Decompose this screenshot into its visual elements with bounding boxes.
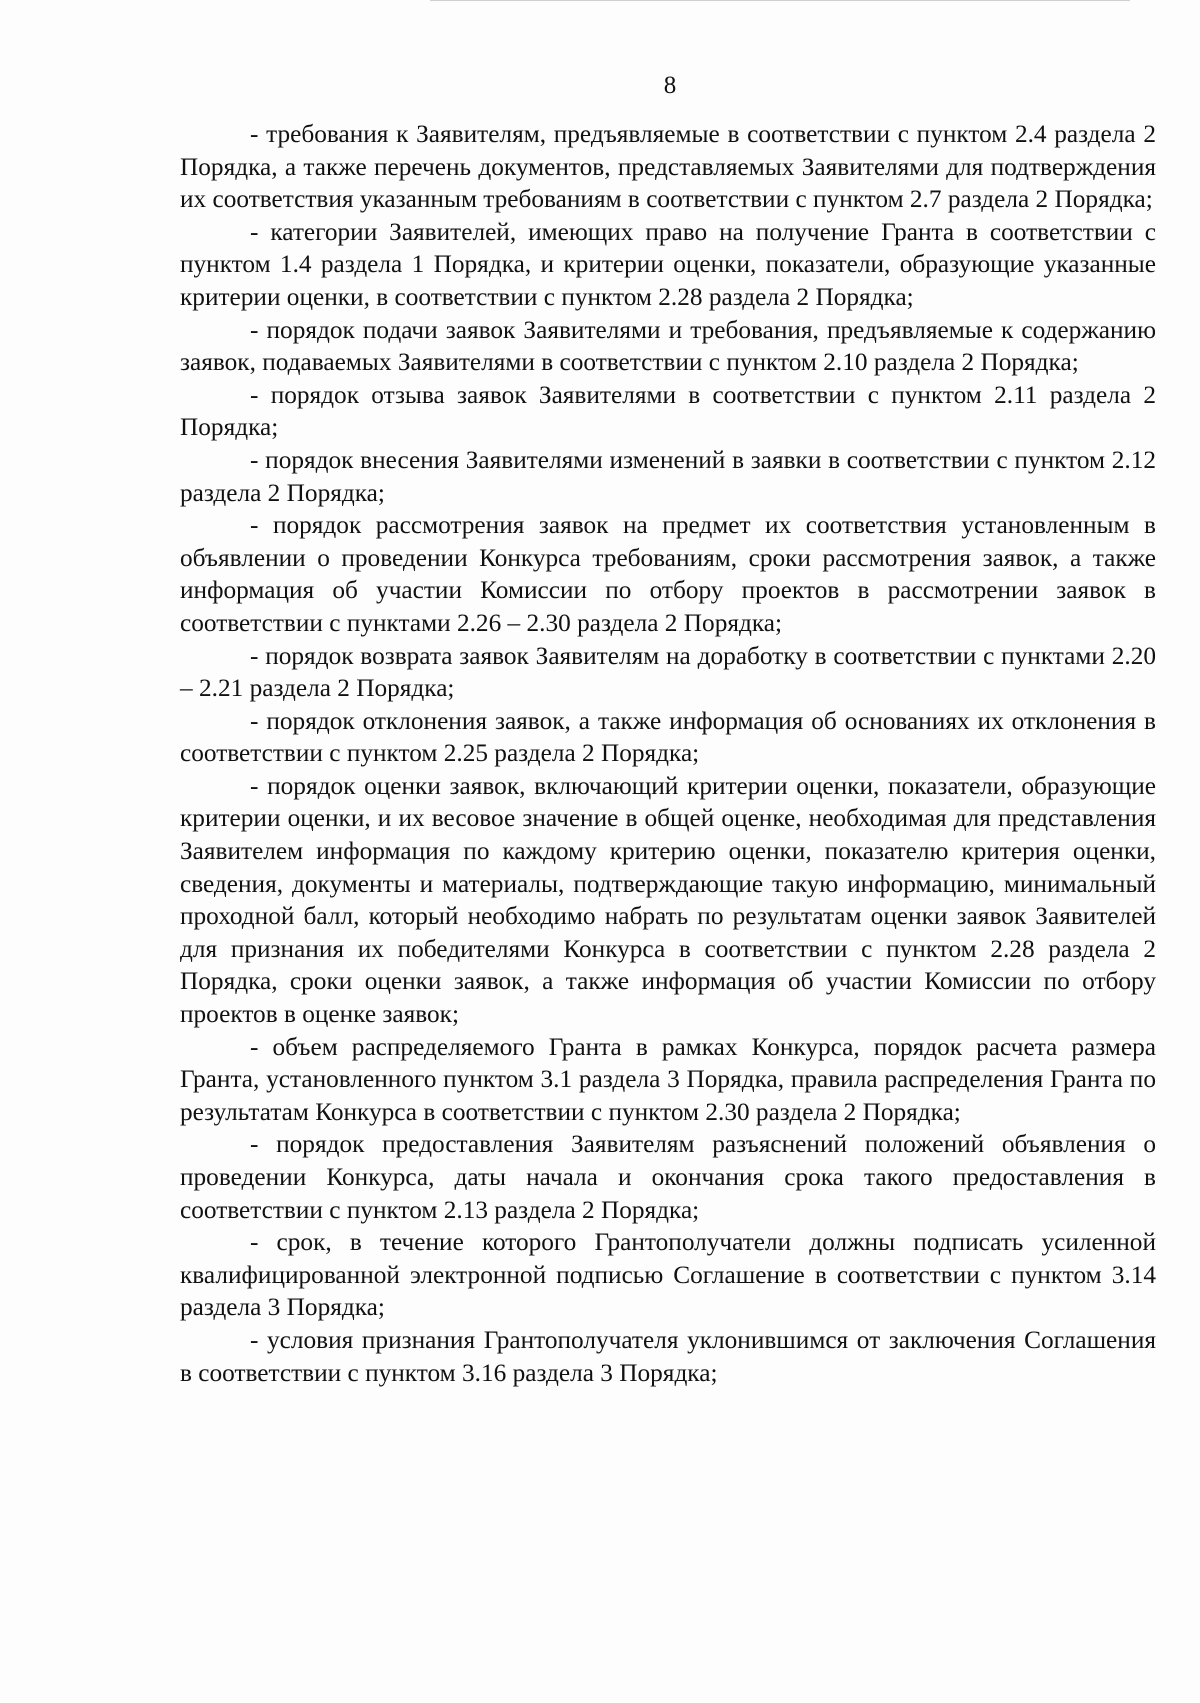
list-item-amendment-procedure: - порядок внесения Заявителями изменений в заявки в соответствии с пунктом 2.12 раздела 2 Порядка; — [180, 445, 1156, 507]
list-item-rejection-procedure: - порядок отклонения заявок, а также информация об основаниях их отклонения в соответствии с пунктом 2.25 раздела 2 Порядка; — [180, 706, 1156, 768]
document-body — [180, 118, 1156, 1389]
list-item-signing-deadline: - срок, в течение которого Грантополучатели должны подписать усиленной квалифицированной электронной подписью Соглашение в соответствии с пунктом 3.14 раздела 3 Порядка; — [180, 1228, 1156, 1322]
list-item-withdrawal-procedure: - порядок отзыва заявок Заявителями в соответствии с пунктом 2.11 раздела 2 Порядка; — [180, 380, 1156, 442]
list-item-grant-volume: - объем распределяемого Гранта в рамках Конкурса, порядок расчета размера Гранта, установленного пунктом 3.1 раздела 3 Порядка, правила распределения Гранта по результатам Конкурса в соответствии с пунктом 2.30 раздела 2 Порядка; — [180, 1032, 1156, 1126]
list-item-clarifications: - порядок предоставления Заявителям разъяснений положений объявления о проведении Конкурса, даты начала и окончания срока такого предоставления в соответствии с пунктом 2.13 раздела 2 Порядка; — [180, 1130, 1156, 1224]
page-number: 8 — [663, 72, 677, 99]
list-item-evaluation-procedure: - порядок оценки заявок, включающий критерии оценки, показатели, образующие критерии оценки, и их весовое значение в общей оценке, необходимая для представления Заявителем информация по каждому критерию оценки, показателю критерия оценки, сведения, документы и материалы, подтверждающие такую информацию, минимальный проходной балл, который необходимо набрать по результатам оценки заявок Заявителей для признания их победителями Конкурса в соответствии с пунктом 2.28 раздела 2 Порядка, сроки оценки заявок, а также информация об участии Комиссии по отбору проектов в оценке заявок; — [180, 771, 1156, 1029]
list-item-requirements: - требования к Заявителям, предъявляемые в соответствии с пунктом 2.4 раздела 2 Порядка, а также перечень документов, представляемых Заявителями для подтверждения их соответствия указанным требованиям в соответствии с пунктом 2.7 раздела 2 Порядка; — [180, 120, 1156, 214]
list-item-evasion-conditions: - условия признания Грантополучателя уклонившимся от заключения Соглашения в соответствии с пунктом 3.16 раздела 3 Порядка; — [180, 1325, 1156, 1387]
list-item-review-procedure: - порядок рассмотрения заявок на предмет их соответствия установленным в объявлении о проведении Конкурса требованиям, сроки рассмотрения заявок, а также информация об участии Комиссии по отбору проектов в рассмотрении заявок в соответствии с пунктами 2.26 – 2.30 раздела 2 Порядка; — [180, 511, 1156, 637]
list-item-applicant-categories: - категории Заявителей, имеющих право на получение Гранта в соответствии с пунктом 1.4 раздела 1 Порядка, и критерии оценки, показатели, образующие указанные критерии оценки, в соответствии с пунктом 2.28 раздела 2 Порядка; — [180, 217, 1156, 311]
list-item-return-procedure: - порядок возврата заявок Заявителям на доработку в соответствии с пунктами 2.20 – 2.21 раздела 2 Порядка; — [180, 641, 1156, 703]
list-item-submission-procedure: - порядок подачи заявок Заявителями и требования, предъявляемые к содержанию заявок, подаваемых Заявителями в соответствии с пунктом 2.10 раздела 2 Порядка; — [180, 315, 1156, 377]
scan-top-edge-line — [430, 0, 1130, 1]
